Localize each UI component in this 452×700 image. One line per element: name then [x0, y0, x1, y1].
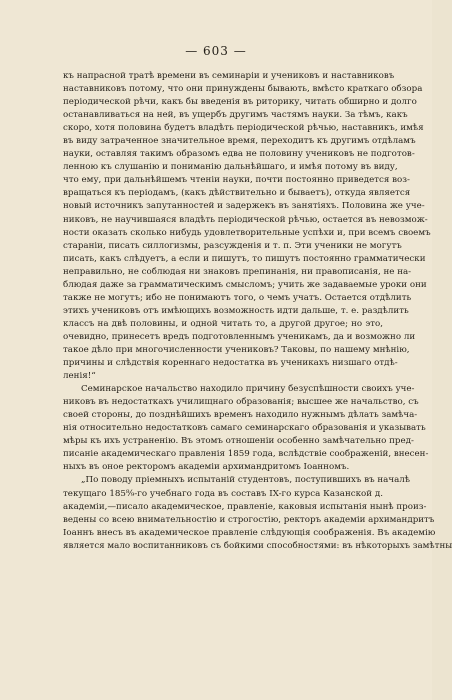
text-line: такое дѣло при многочисленности учениковъ? Таковы, по нашему мнѣнію, [63, 344, 410, 355]
text-line: этихъ учениковъ отъ имѣющихъ возможность идти дальше, т. е. раздѣлить [63, 305, 409, 316]
text-line: нія относительно недостатковъ самаго семинарскаго образованія и указывать [63, 423, 426, 434]
text-line: останавливаться на ней, въ ущербъ другимъ частямъ науки. За тѣмъ, какъ [63, 110, 408, 121]
text-line: писаніе академическаго правленія 1859 года, вслѣдствіе соображеній, внесен- [63, 449, 429, 460]
text-line: науки, оставляя такимъ образомъ едва не половину учениковъ не подготов- [63, 149, 415, 160]
text-line: текущаго 185⁸⁄₉-го учебнаго года въ составъ IX-го курса Казанской д. [63, 488, 383, 499]
text-line: блюдая даже за грамматическимъ смысломъ; учить же задаваемые уроки они [63, 279, 427, 290]
paragraph-3 [63, 474, 452, 552]
text-line: академіи,—писало академическое, правленіе, каковыя испытанія нынѣ произ- [63, 501, 427, 512]
text-line: къ напрасной тратѣ времени въ семинаріи и учениковъ и наставниковъ [63, 71, 395, 81]
text-line: ленною къ слушанію и пониманію дальнѣйшаго, и имѣя потому въ виду, [63, 162, 398, 173]
text-line: вращаться къ періодамъ, (какъ дѣйствительно и бываетъ), откуда является [63, 188, 411, 199]
page-number: — 603 — [185, 44, 247, 58]
text-line: стараніи, писать силлогизмы, разсужденія и т. п. Эти ученики не могутъ [63, 240, 402, 251]
text-line: въ виду затраченное значительное время, переходитъ къ другимъ отдѣламъ [63, 136, 416, 147]
text-line: ныхъ въ оное ректоромъ академіи архимандритомъ Іоанномъ. [63, 462, 350, 473]
text-line: никовъ, не научившаяся владѣть періодической рѣчью, остается въ невозмож- [63, 214, 428, 225]
text-line: никовъ въ недостаткахъ училищнаго образованія; высшее же начальство, съ [63, 397, 419, 408]
text-line: писать, какъ слѣдуетъ, а если и пишутъ, то пишутъ постоянно грамматически [63, 253, 426, 264]
text-line: также не могутъ; ибо не понимаютъ того, о чемъ учатъ. Остается отдѣлить [63, 292, 412, 303]
text-line: ности оказать сколько нибудь удовлетворительные успѣхи и, при всемъ своемъ [63, 227, 431, 238]
text-line: періодической рѣчи, какъ бы введенія въ риторику, читать обширно и долго [63, 97, 417, 108]
body-text [63, 70, 452, 553]
text-line: Іоаннъ внесъ въ академическое правленіе слѣдующія соображенія. Въ академію [63, 527, 436, 538]
text-line: классъ на двѣ половины, и одной читать то, а другой другое; но это, [63, 318, 383, 329]
text-line: новый источникъ запутанностей и задержекъ въ занятіяхъ. Половина же уче- [63, 201, 425, 212]
text-line: своей стороны, до позднѣйшихъ временъ находило нужнымъ дѣлать замѣча- [63, 410, 418, 421]
text-line: ведены со всею внимательностію и строгостію, ректоръ академіи архимандритъ [63, 514, 435, 525]
paragraph-2 [63, 383, 429, 474]
text-line: причины и слѣдствія кореннаго недостатка въ ученикахъ низшаго отдѣ- [63, 358, 398, 369]
text-line: что ему, при дальнѣйшемъ чтеніи науки, почти постоянно приведется воз- [63, 175, 410, 186]
text-line: очевидно, принесетъ вредъ подготовленнымъ ученикамъ, да и возможно ли [63, 331, 416, 342]
paragraph-1 [63, 70, 431, 383]
text-line: ленія!“ [63, 371, 96, 382]
text-line: мѣры къ ихъ устраненію. Въ этомъ отношеніи особенно замѣчательно пред- [63, 436, 414, 447]
text-line: является мало воспитанниковъ съ бойкими способностями: въ нѣкоторыхъ замѣтны [63, 540, 452, 551]
text-line: „По поводу пріемныхъ испытаній студентовъ, поступившихъ въ началѣ [81, 475, 411, 486]
text-line: наставниковъ потому, что они принуждены бывають, вмѣсто краткаго обзора [63, 84, 423, 95]
text-line: скоро, хотя половина будетъ владѣть періодической рѣчью, наставникъ, имѣя [63, 123, 424, 134]
text-line: Семинарское начальство находило причину безуспѣшности своихъ уче- [81, 384, 415, 395]
text-line: неправильно, не соблюдая ни знаковъ препинанія, ни правописанія, не на- [63, 266, 412, 277]
